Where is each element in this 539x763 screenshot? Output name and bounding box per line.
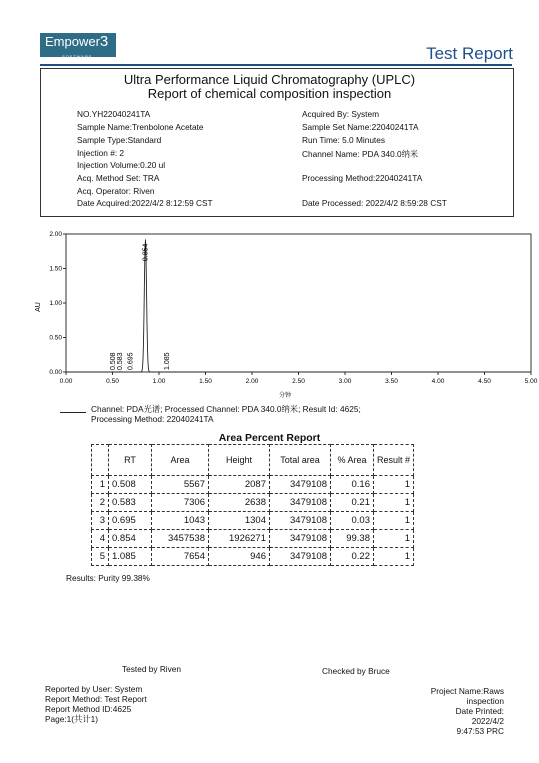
table-cell: 946 <box>209 548 270 566</box>
table-cell: 3457538 <box>152 530 209 548</box>
table-cell: 1 <box>374 476 414 494</box>
area-percent-table <box>91 444 414 566</box>
date-printed-label: Date Printed: <box>455 706 504 716</box>
sample-set-name: Sample Set Name:22040241TA <box>302 122 419 132</box>
injection-number: Injection #: 2 <box>77 148 125 158</box>
table-cell: 3 <box>92 512 109 530</box>
table-cell: 3479108 <box>270 494 331 512</box>
peak-label-group <box>142 243 149 261</box>
table-row <box>92 512 414 530</box>
channel-name: Channel Name: PDA 340.0纳米 <box>302 149 419 159</box>
page-number: Page:1(共计1) <box>45 714 99 724</box>
table-row <box>92 476 414 494</box>
table-header-cell: Height <box>209 445 270 476</box>
table-row <box>92 494 414 512</box>
table-row <box>92 548 414 566</box>
x-tick-label: 0.00 <box>59 378 73 385</box>
table-header-cell: Total area <box>270 445 331 476</box>
x-tick-label: 1.50 <box>199 378 212 385</box>
table-cell: 1 <box>374 548 414 566</box>
peak-labels <box>110 243 171 370</box>
legend-line-2: Processing Method: 22040241TA <box>91 414 214 424</box>
table-header-cell: RT <box>109 445 152 476</box>
table-cell: 1926271 <box>209 530 270 548</box>
y-axis-label: AU <box>35 302 42 312</box>
plot-frame <box>66 234 531 372</box>
sample-name: Sample Name:Trenbolone Acetate <box>77 122 204 132</box>
chart-trace <box>66 239 531 372</box>
table-cell: 2 <box>92 494 109 512</box>
y-tick-label: 1.50 <box>49 265 62 273</box>
table-cell: 0.03 <box>331 512 374 530</box>
date-printed-time: 9:47:53 PRC <box>456 726 504 736</box>
acq-method-set: Acq. Method Set: TRA <box>77 173 160 183</box>
chromatogram-trace <box>66 239 531 372</box>
legend-swatch <box>60 412 86 413</box>
table-header-cell: Result # <box>374 445 414 476</box>
table-cell: 3479108 <box>270 548 331 566</box>
project-name-cont: inspection <box>466 696 504 706</box>
table-cell: 99.38 <box>331 530 374 548</box>
run-time: Run Time: 5.0 Minutes <box>302 135 386 145</box>
table-header-cell <box>92 445 109 476</box>
report-heading-2: Report of chemical composition inspection <box>147 86 392 101</box>
y-tick-label: 2.00 <box>49 231 62 238</box>
table-header-cell: Area <box>152 445 209 476</box>
peak-label: 0.583 <box>117 352 125 370</box>
sample-no: NO.YH22040241TA <box>77 109 151 119</box>
x-tick-label: 2.50 <box>292 378 305 385</box>
table-cell: 3479108 <box>270 530 331 548</box>
table-cell: 3479108 <box>270 476 331 494</box>
peak-label: 0.854 <box>142 243 150 262</box>
sample-type: Sample Type:Standard <box>77 135 162 145</box>
report-footer-left <box>45 684 147 724</box>
table-header-row <box>92 445 414 476</box>
table-cell: 0.16 <box>331 476 374 494</box>
table-cell: 1 <box>92 476 109 494</box>
table-cell: 0.695 <box>109 512 152 530</box>
date-acquired: Date Acquired:2022/4/2 8:12:59 CST <box>77 198 213 208</box>
x-tick-label: 3.50 <box>385 378 398 385</box>
table-cell: 1 <box>374 530 414 548</box>
logo-sub: SOFTWARE <box>62 54 93 59</box>
date-printed-date: 2022/4/2 <box>471 716 504 726</box>
peak-label-group <box>164 352 171 370</box>
x-tick-label: 2.00 <box>245 378 259 385</box>
legend-line-1: Channel: PDA光谱; Processed Channel: PDA 340.0纳米; Result Id: 4625; <box>91 404 361 414</box>
y-tick-label: 0.00 <box>49 369 62 376</box>
table-cell: 1.085 <box>109 548 152 566</box>
x-tick-label: 1.00 <box>152 378 166 385</box>
peak-label: 1.085 <box>163 352 171 370</box>
table-cell: 1 <box>374 512 414 530</box>
date-processed: Date Processed: 2022/4/2 8:59:28 CST <box>302 198 447 208</box>
report-title: Test Report <box>426 44 513 63</box>
y-tick-label: 0.50 <box>49 334 62 342</box>
report-method-id: Report Method ID:4625 <box>45 704 132 714</box>
table-cell: 5567 <box>152 476 209 494</box>
table-cell: 0.22 <box>331 548 374 566</box>
x-tick-label: 4.00 <box>431 378 445 385</box>
checked-by: Checked by Bruce <box>322 666 390 676</box>
x-axis-label: 分钟 <box>278 393 292 399</box>
chromatogram-chart <box>0 225 539 405</box>
processing-method: Processing Method:22040241TA <box>302 173 423 183</box>
table-header-cell: % Area <box>331 445 374 476</box>
table-cell: 1 <box>374 494 414 512</box>
peak-label: 0.695 <box>127 352 135 370</box>
tested-by: Tested by Riven <box>122 664 182 674</box>
table-cell: 0.508 <box>109 476 152 494</box>
acquired-by: Acquired By: System <box>302 109 380 119</box>
table-row <box>92 530 414 548</box>
table-cell: 3479108 <box>270 512 331 530</box>
table-cell: 7306 <box>152 494 209 512</box>
x-tick-label: 3.00 <box>338 378 352 385</box>
peak-label-group <box>117 352 124 370</box>
table-cell: 7654 <box>152 548 209 566</box>
injection-volume: Injection Volume:0.20 ul <box>77 160 166 170</box>
table-cell: 2087 <box>209 476 270 494</box>
table-cell: 1304 <box>209 512 270 530</box>
results-purity: Results: Purity 99.38% <box>66 573 150 583</box>
title-rule <box>40 64 512 66</box>
table-cell: 0.21 <box>331 494 374 512</box>
peak-label-group <box>110 352 117 370</box>
table-title: Area Percent Report <box>218 432 321 444</box>
chart-legend <box>91 404 361 424</box>
empower-logo <box>40 33 116 57</box>
x-tick-label: 5.00 <box>524 378 538 385</box>
x-tick-label: 0.50 <box>106 378 119 385</box>
peak-label-group <box>128 352 135 370</box>
project-name: Project Name:Raws <box>430 686 504 696</box>
table-cell: 0.583 <box>109 494 152 512</box>
y-tick-label: 1.00 <box>49 300 62 307</box>
x-tick-label: 4.50 <box>478 378 491 385</box>
peak-label: 0.508 <box>110 352 118 370</box>
table-cell: 2638 <box>209 494 270 512</box>
acq-operator: Acq. Operator: Riven <box>77 186 155 196</box>
report-heading-1: Ultra Performance Liquid Chromatography (UPLC) <box>123 72 416 87</box>
logo-version: 3 <box>99 33 109 50</box>
reported-by: Reported by User: System <box>45 684 143 694</box>
report-method: Report Method: Test Report <box>45 694 147 704</box>
table-cell: 5 <box>92 548 109 566</box>
logo-text: Empower <box>45 34 100 49</box>
table-cell: 0.854 <box>109 530 152 548</box>
table-body <box>92 476 414 566</box>
report-footer-right <box>431 686 504 736</box>
table-cell: 4 <box>92 530 109 548</box>
table-cell: 1043 <box>152 512 209 530</box>
